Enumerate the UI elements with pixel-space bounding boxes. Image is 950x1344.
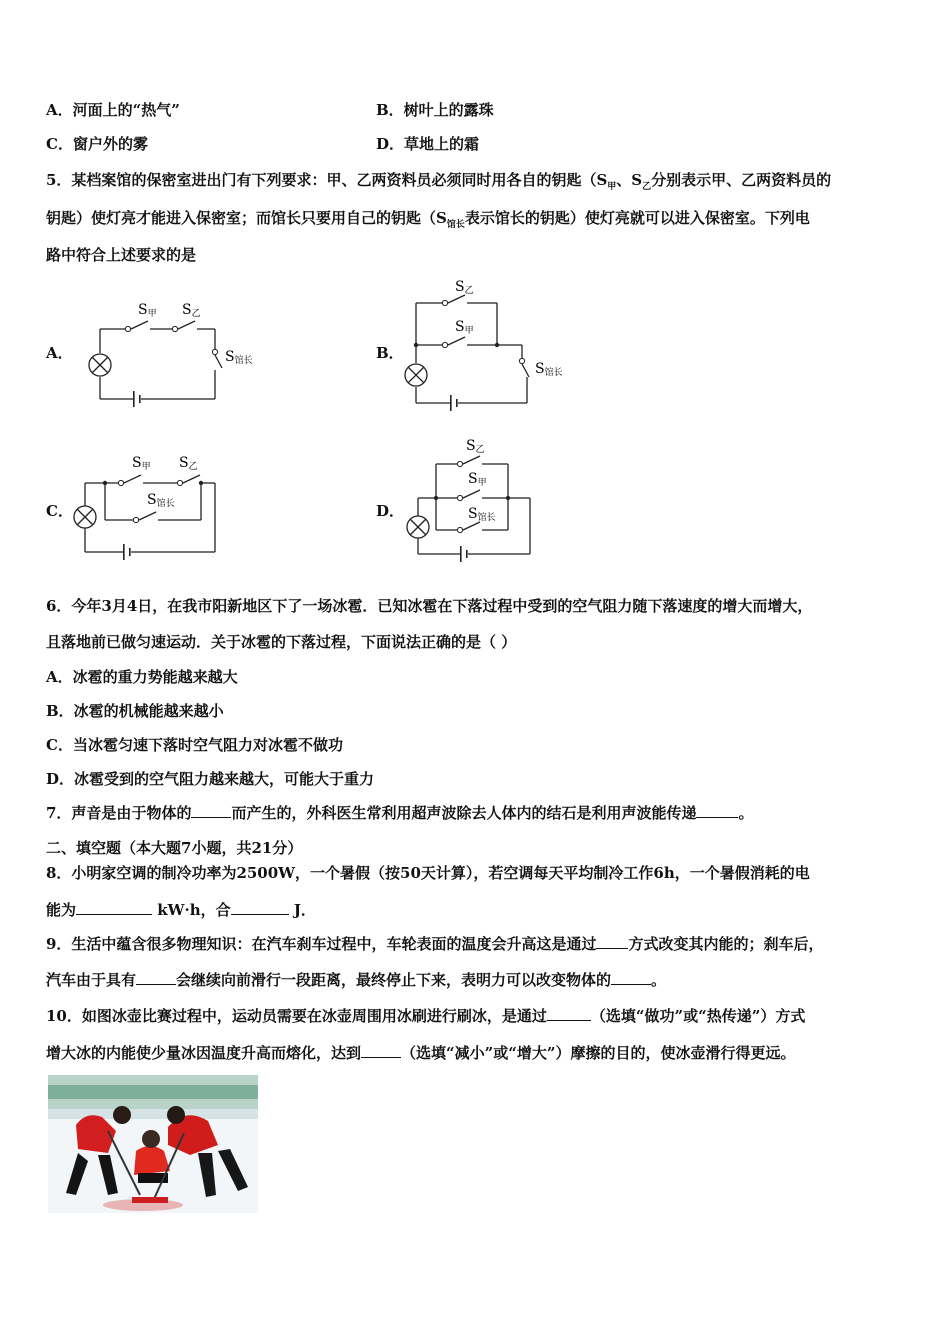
switch-yi-label: S乙 <box>182 302 201 319</box>
q10-stem-line1: 10．如图冰壶比赛过程中，运动员需要在冰壶周围用冰刷进行刷冰，是通过 （选填“做功”或“热传递”）方式 <box>46 1007 806 1025</box>
q6-option-b: B．冰雹的机械能越来越小 <box>46 702 224 720</box>
q7-stem: 7．声音是由于物体的 而产生的，外科医生常利用超声波除去人体内的结石是利用声波能传递 。 <box>46 804 754 822</box>
q6-stem-line2: 且落地前已做匀速运动．关于冰雹的下落过程，下面说法正确的是（ ） <box>46 633 517 651</box>
q5-label-b: B． <box>376 344 404 362</box>
q9-stem-line2: 汽车由于具有 会继续向前滑行一段距离，最终停止下来，表明力可以改变物体的 。 <box>46 971 667 989</box>
q5-stem-line2: 钥匙）使灯亮才能进入保密室；而馆长只要用自己的钥匙（$S_{馆长}$表示馆长的钥匙）使灯亮就可以进入保密室。下列电 <box>46 209 810 230</box>
q5-stem-line1: 5．某档案馆的保密室进出门有下列要求：甲、乙两资料员必须同时用各自的钥匙（$S_甲$、$S_乙$分别表示甲、乙两资料员的 <box>46 171 832 192</box>
switch-jia-label: S甲 <box>455 319 474 336</box>
switch-guanzhang-label: S馆长 <box>147 492 175 509</box>
switch-yi-label: S乙 <box>179 455 198 472</box>
q5-label-c: C． <box>46 502 73 520</box>
q9-stem-line1: 9．生活中蕴含很多物理知识：在汽车刹车过程中，车轮表面的温度会升高这是通过 方式改变其内能的；刹车后， <box>46 935 824 953</box>
q8-stem-line2: 能为 kW·h，合 J． <box>46 901 316 919</box>
q5-label-d: D． <box>376 502 405 520</box>
q4-option-a: A．河面上的“热气” <box>46 101 180 119</box>
q6-option-c: C．当冰雹匀速下落时空气阻力对冰雹不做功 <box>46 736 343 754</box>
switch-guanzhang-label: S馆长 <box>468 506 496 523</box>
q7-blank-2[interactable] <box>696 803 738 818</box>
circuit-b-diagram <box>400 275 600 415</box>
q7-blank-1[interactable] <box>191 803 231 818</box>
q4-option-b: B．树叶上的露珠 <box>376 101 494 119</box>
q9-blank-2[interactable] <box>136 970 176 985</box>
q6-option-a: A．冰雹的重力势能越来越大 <box>46 668 238 686</box>
circuit-a-diagram <box>80 295 280 415</box>
curling-photo <box>48 1075 258 1213</box>
circuit-d-diagram <box>400 430 600 565</box>
switch-jia-label: S甲 <box>468 471 487 488</box>
section-2-heading: 二、填空题（本大题7小题，共21分） <box>46 839 303 857</box>
q10-blank-1[interactable] <box>547 1006 591 1021</box>
q6-option-d: D．冰雹受到的空气阻力越来越大，可能大于重力 <box>46 770 375 788</box>
q9-blank-1[interactable] <box>596 934 628 949</box>
battery-short-plate <box>139 395 141 403</box>
q5-stem-line3: 路中符合上述要求的是 <box>46 246 197 264</box>
switch-guanzhang-label: S馆长 <box>225 349 253 366</box>
q4-option-d: D．草地上的霜 <box>376 135 480 153</box>
q8-blank-2[interactable] <box>231 900 289 915</box>
q8-blank-1[interactable] <box>76 900 152 915</box>
q5-label-a: A． <box>46 344 73 362</box>
circuit-c-diagram <box>75 450 275 560</box>
switch-guanzhang-label: S馆长 <box>535 361 563 378</box>
q10-blank-2[interactable] <box>361 1043 401 1058</box>
switch-yi-label: S乙 <box>466 438 485 455</box>
switch-jia-label: S甲 <box>138 302 157 319</box>
q10-stem-line2: 增大冰的内能使少量冰因温度升高而熔化，达到 （选填“减小”或“增大”）摩擦的目的，使冰壶滑行得更远。 <box>46 1044 796 1062</box>
q9-blank-3[interactable] <box>611 970 651 985</box>
battery-long-plate <box>133 391 135 407</box>
q6-stem-line1: 6．今年3月4日，在我市阳新地区下了一场冰雹．已知冰雹在下落过程中受到的空气阻力随下落速度的增大而增大， <box>46 597 813 615</box>
switch-jia-label: S甲 <box>132 455 151 472</box>
q4-option-c: C．窗户外的雾 <box>46 135 148 153</box>
q8-stem-line1: 8．小明家空调的制冷功率为2500W，一个暑假（按50天计算），若空调每天平均制冷工作6h，一个暑假消耗的电 <box>46 864 810 882</box>
switch-yi-label: S乙 <box>455 279 474 296</box>
